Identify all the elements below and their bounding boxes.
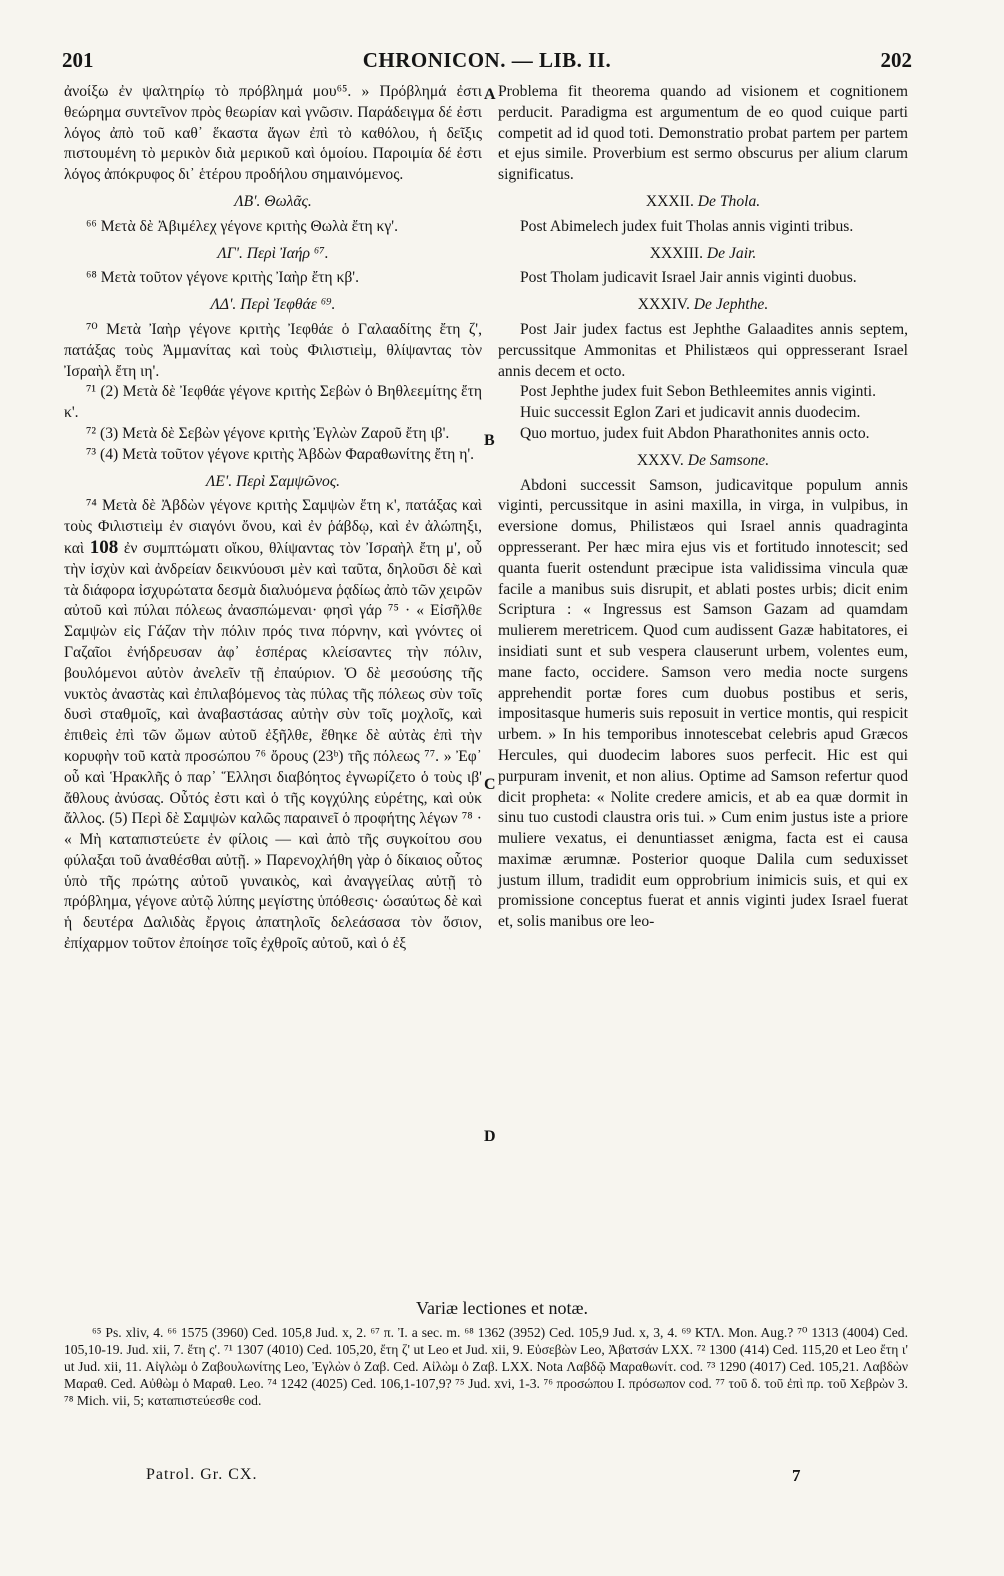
page-header: [62, 48, 912, 78]
margin-letter-d: D: [484, 1128, 496, 1145]
latin-intro-paragraph: Problema fit theorema quando ad visionem et cognitionem perducit. Paradigma est argumentum de eo quod cuique parti competit ad id quod toti. Demonstratio probat partem per partem et ejus simile. Proverbium est sermo obscurus per alium clarum significatus.: [498, 83, 908, 184]
greek-heading-35: ΛΕ'. Περὶ Σαμψῶνος.: [205, 472, 341, 490]
greek-paragraph-32: ⁶⁶ Μετὰ δὲ Ἀβιμέλεχ γέγονε κριτὴς Θωλὰ ἔτη κγ'.: [86, 217, 398, 235]
latin-paragraph-32: Post Abimelech judex fuit Tholas annis viginti tribus.: [520, 217, 854, 235]
latin-heading-32: [498, 192, 908, 213]
footnotes: [64, 1324, 908, 1409]
latin-heading-33-number: XXXIII.: [649, 244, 703, 262]
latin-heading-34: [498, 295, 908, 316]
latin-heading-35: [498, 451, 908, 472]
margin-letter-b: B: [484, 432, 495, 449]
latin-paragraph-34a: Post Jair judex factus est Jephthe Galaadites annis septem, percussitque Ammonitas et Philistæos qui oppresserant Israel annis decem et octo.: [498, 320, 908, 380]
left-page-number: 201: [62, 48, 94, 72]
latin-heading-34-title: De Jephthe.: [693, 296, 769, 314]
margin-letter-a: A: [484, 86, 496, 103]
greek-paragraph-33: ⁶⁸ Μετὰ τοῦτον γέγονε κριτὴς Ἰαὴρ ἔτη κβ'.: [86, 269, 359, 287]
footer-volume: Patrol. Gr. CX.: [146, 1466, 258, 1483]
latin-heading-32-number: XXXII.: [645, 192, 694, 210]
latin-heading-32-title: De Thola.: [697, 192, 761, 210]
notes-title: Variæ lectiones et notæ.: [416, 1298, 588, 1318]
column-marker-108: 108: [89, 536, 119, 558]
greek-paragraph-35-rest: ἐν συμπτώματι οἴκου, θλίψαντας τὸν Ἰσραὴλ ἔτη μ', οὗ τὴν ἰσχὺν καὶ ἀνδρείαν δεικνύουσι μὲν καὶ ταῦτα, δηλοῦσι δὲ καὶ τὰ διάφορα ἰσχυρώτατα δεσμὰ διαλυόμενα ῥᾳδίως ἀπὸ τῶν χειρῶν αὐτοῦ καὶ πύλαι πόλεως ἀνασπώμεναι· φησὶ γάρ ⁷⁵ · « Εἰσῆλθε Σαμψὼν εἰς Γάζαν τὴν πόλιν πρός τινα πόρνην, καὶ γνόντες οἱ Γαζαῖοι ἐνήδρευσαν ἀφ᾽ ἑσπέρας κλείσαντες τὴν πόλιν, βουλόμενοι αὐτὸν ἀνελεῖν τῇ ἐπαύριον. Ὁ δὲ μεσούσης τῆς νυκτὸς ἀναστὰς καὶ ἐπιλαβόμενος τὰς πύλας τῆς πόλεως σὺν τοῖς δυσὶ σταθμοῖς, καὶ ἀναβαστάσας αὐτὴν σὺν τοῖς μοχλοῖς, καὶ ἐπιθεὶς ἐπὶ τῶν ὤμων αὐτοῦ ἐξῆλθε, ἔθηκε δὲ αὐτὰς ἐπὶ τὴν κορυφὴν τοῦ κατὰ προσώπου ⁷⁶ ὄρους (23ᵇ) τῆς πόλεως ⁷⁷. » Ἐφ᾽ οὗ καὶ Ἡρακλῆς ὁ παρ᾽ Ἕλλησι διαβόητος ἐγνωρίζετο ὁ τοὺς ιβ' ἄθλους ἀνύσας. Οὗτός ἐστι καὶ ὁ τῆς κογχύλης εὑρέτης, καὶ οὐκ ἄλλος. (5) Περὶ δὲ Σαμψὼν καλῶς παραινεῖ ὁ προφήτης λέγων ⁷⁸ · « Μὴ καταπιστεύετε ἐν φίλοις — καὶ ἀπὸ τῆς συγκοίτου σου φύλαξαι τοῦ ἀναθέσθαι αὐτῇ. » Παρενοχλήθη γὰρ ὁ δίκαιος οὗτος ὑπὸ τῆς πρώτης αὐτοῦ γυναικὸς, καὶ ἀναγγείλας αὐτῇ τὸ πρόβλημα, γέγονε αὐτῷ λύπης μεγίστης ὑπόθεσις· ὡσαύτως δὲ καὶ ἡ δευτέρα Δαλιδὰς ἔργοις ἀπατηλοῖς δελεάσασα τὸν ὅσιον, ἐπίχαρμον τοῦτον ἐποίησε τοῖς ἐχθροῖς αὐτοῦ, καὶ ὁ ἐξ: [64, 539, 482, 953]
latin-paragraph-34b: Post Jephthe judex fuit Sebon Bethleemites annis viginti.: [520, 383, 877, 401]
greek-paragraph-35-start: ⁷⁴ Μετὰ δὲ Ἀβδὼν γέγονε κριτὴς Σαμψὼν ἔτη κ', πατάξας καὶ τοὺς Φιλιστιεὶμ ἐν σιαγόνι ὄνου, καὶ ἐν ῥάβδῳ, καὶ ἐν ἀλώπηξι, καὶ: [64, 497, 482, 557]
latin-heading-35-title: De Samsone.: [687, 451, 770, 469]
greek-paragraph-34c: ⁷² (3) Μετὰ δὲ Σεβὼν γέγονε κριτὴς Ἐγλὼν Ζαροῦ ἔτη ιβ'.: [86, 424, 450, 442]
latin-paragraph-34d: Quo mortuo, judex fuit Abdon Pharathonites annis octo.: [520, 424, 870, 442]
margin-letter-c: C: [484, 776, 496, 793]
greek-paragraph-34b: ⁷¹ (2) Μετὰ δὲ Ἰεφθάε γέγονε κριτὴς Σεβὼν ὁ Βηθλεεμίτης ἔτη κ'.: [64, 383, 482, 422]
latin-paragraph-33: Post Tholam judicavit Israel Jair annis viginti duobus.: [520, 269, 857, 287]
greek-paragraph-35: [64, 496, 482, 955]
greek-heading-34: ΛΔ'. Περὶ Ἰεφθάε ⁶⁹.: [210, 296, 336, 314]
greek-column: [64, 82, 482, 955]
latin-heading-33-title: De Jair.: [706, 244, 757, 262]
greek-paragraph-34d: ⁷³ (4) Μετὰ τοῦτον γέγονε κριτὴς Ἀβδὼν Φαραθωνίτης ἔτη η'.: [86, 445, 475, 463]
latin-heading-34-number: XXXIV.: [637, 296, 690, 314]
running-title: CHRONICON. — LIB. II.: [362, 48, 612, 72]
latin-heading-33: [498, 244, 908, 265]
latin-paragraph-34c: Huic successit Eglon Zari et judicavit annis duodecim.: [520, 404, 861, 422]
greek-paragraph-34a: ⁷⁰ Μετὰ Ἰαὴρ γέγονε κριτὴς Ἰεφθάε ὁ Γαλααδίτης ἔτη ζ', πατάξας τοὺς Ἀμμανίτας καὶ τοὺς Φιλιστιεὶμ, θλίψαντας τὸν Ἰσραὴλ ἔτη ιη'.: [64, 320, 482, 380]
right-page-number: 202: [880, 48, 912, 72]
latin-column: [498, 82, 908, 933]
footer-signature: 7: [792, 1466, 801, 1485]
latin-heading-35-number: XXXV.: [636, 451, 684, 469]
greek-heading-32: ΛΒ'. Θωλᾶς.: [234, 192, 312, 210]
latin-paragraph-35: Abdoni successit Samson, judicavitque populum annis viginti, percussitque in asini maxilla, in virga, in vulpibus, in eversione domus, Philistæos qui Israel annis quadraginta oppresserant. Per hæc mira ejus vis et fortitudo innotescit; sed quanta fuerit ostendunt præcipue ista validissima vincula quæ facile a manibus suis disrupit, et ablati postes urbis; dicit enim Scriptura : « Ingressus est Samson Gazam ad quamdam mulierem meretricem. Quod cum audissent Gazæ habitatores, ei insidiati sunt et sub vespera clauserunt urbem, volentes eum, mane facto, occidere. Samson vero media nocte surgens apprehendit portæ fores cum duobus postibus et seris, impositasque humeris suis reposuit in vertice montis, qui respicit urbem. » In his temporibus innotescebat celebris apud Græcos Hercules, qui duodecim labores suos perfecit. Hic est qui purpuram invenit, et non alius. Optime ad Samson refertur quod dicit propheta: « Nolite credere amicis, et ab ea quæ dormit in sinu tuo custodi claustra oris tui. » Cum enim justus iste a priore muliere vexatus, ei denuntiasset ænigma, facta est ei causa maximæ ærumnæ. Posterior quoque Dalila cum seduxisset justum illum, tradidit eum opprobrium inimicis suis, et qui ex promissione conceptus fuerat et annis viginti judex Israel fuerat et, solis manibus ore leo-: [498, 476, 908, 931]
footnotes-text: ⁶⁵ Ps. xliv, 4. ⁶⁶ 1575 (3960) Ced. 105,8 Jud. x, 2. ⁶⁷ π. Ἰ. a sec. m. ⁶⁸ 1362 (3952) Ced. 105,9 Jud. x, 3, 4. ⁶⁹ ΚΤΛ. Mon. Aug.? ⁷⁰ 1313 (4004) Ced. 105,10-19. Jud. xii, 7. ἔτη ς'. ⁷¹ 1307 (4010) Ced. 105,20, ἔτη ζ' ut Leo et Jud. xii, 9. Εὐσεβὼν Leo, Ἀβατσάν LXX. ⁷² 1300 (414) Ced. 115,20 et Leo ἔτη ι' ut Jud. xii, 11. Αἰγλὼμ ὁ Ζαβουλωνίτης Leo, Ἐγλὼν ὁ Ζαβ. Ced. Αἰλὼμ ὁ Ζαβ. LXX. Nota Λαβδῷ Μαραθωνίτ. cod. ⁷³ 1290 (4017) Ced. 105,21. Λαβδὼν Μαραθ. Ced. Αὐθὼμ ὁ Μαραθ. Leo. ⁷⁴ 1242 (4025) Ced. 106,1-107,9? ⁷⁵ Jud. xvi, 1-3. ⁷⁶ προσώπου I. πρόσωπον cod. ⁷⁷ τοῦ δ. τοῦ ἐπὶ πρ. τοῦ Χεβρὼν 3. ⁷⁸ Mich. vii, 5; καταπιστεύεσθε cod.: [64, 1325, 908, 1408]
greek-intro-paragraph: ἀνοίξω ἐν ψαλτηρίῳ τὸ πρόβλημά μου⁶⁵. » Πρόβλημά ἐστι θεώρημα συντεῖνον πρὸς θεωρίαν καὶ γνῶσιν. Παράδειγμα δέ ἐστι λόγος ἀπὸ τοῦ καθ᾽ ἕκαστα ἄγων ἐπὶ τὸ καθόλου, ἡ δεῖξις πιστουμένη τὸ μερικὸν διὰ μερικοῦ καὶ ὁμοίου. Παροιμία δέ ἐστι λόγος ἀπόκρυφος δι᾽ ἑτέρου προδήλου σημαινόμενος.: [64, 83, 482, 184]
greek-heading-33: ΛΓ'. Περὶ Ἰαήρ ⁶⁷.: [217, 244, 329, 262]
